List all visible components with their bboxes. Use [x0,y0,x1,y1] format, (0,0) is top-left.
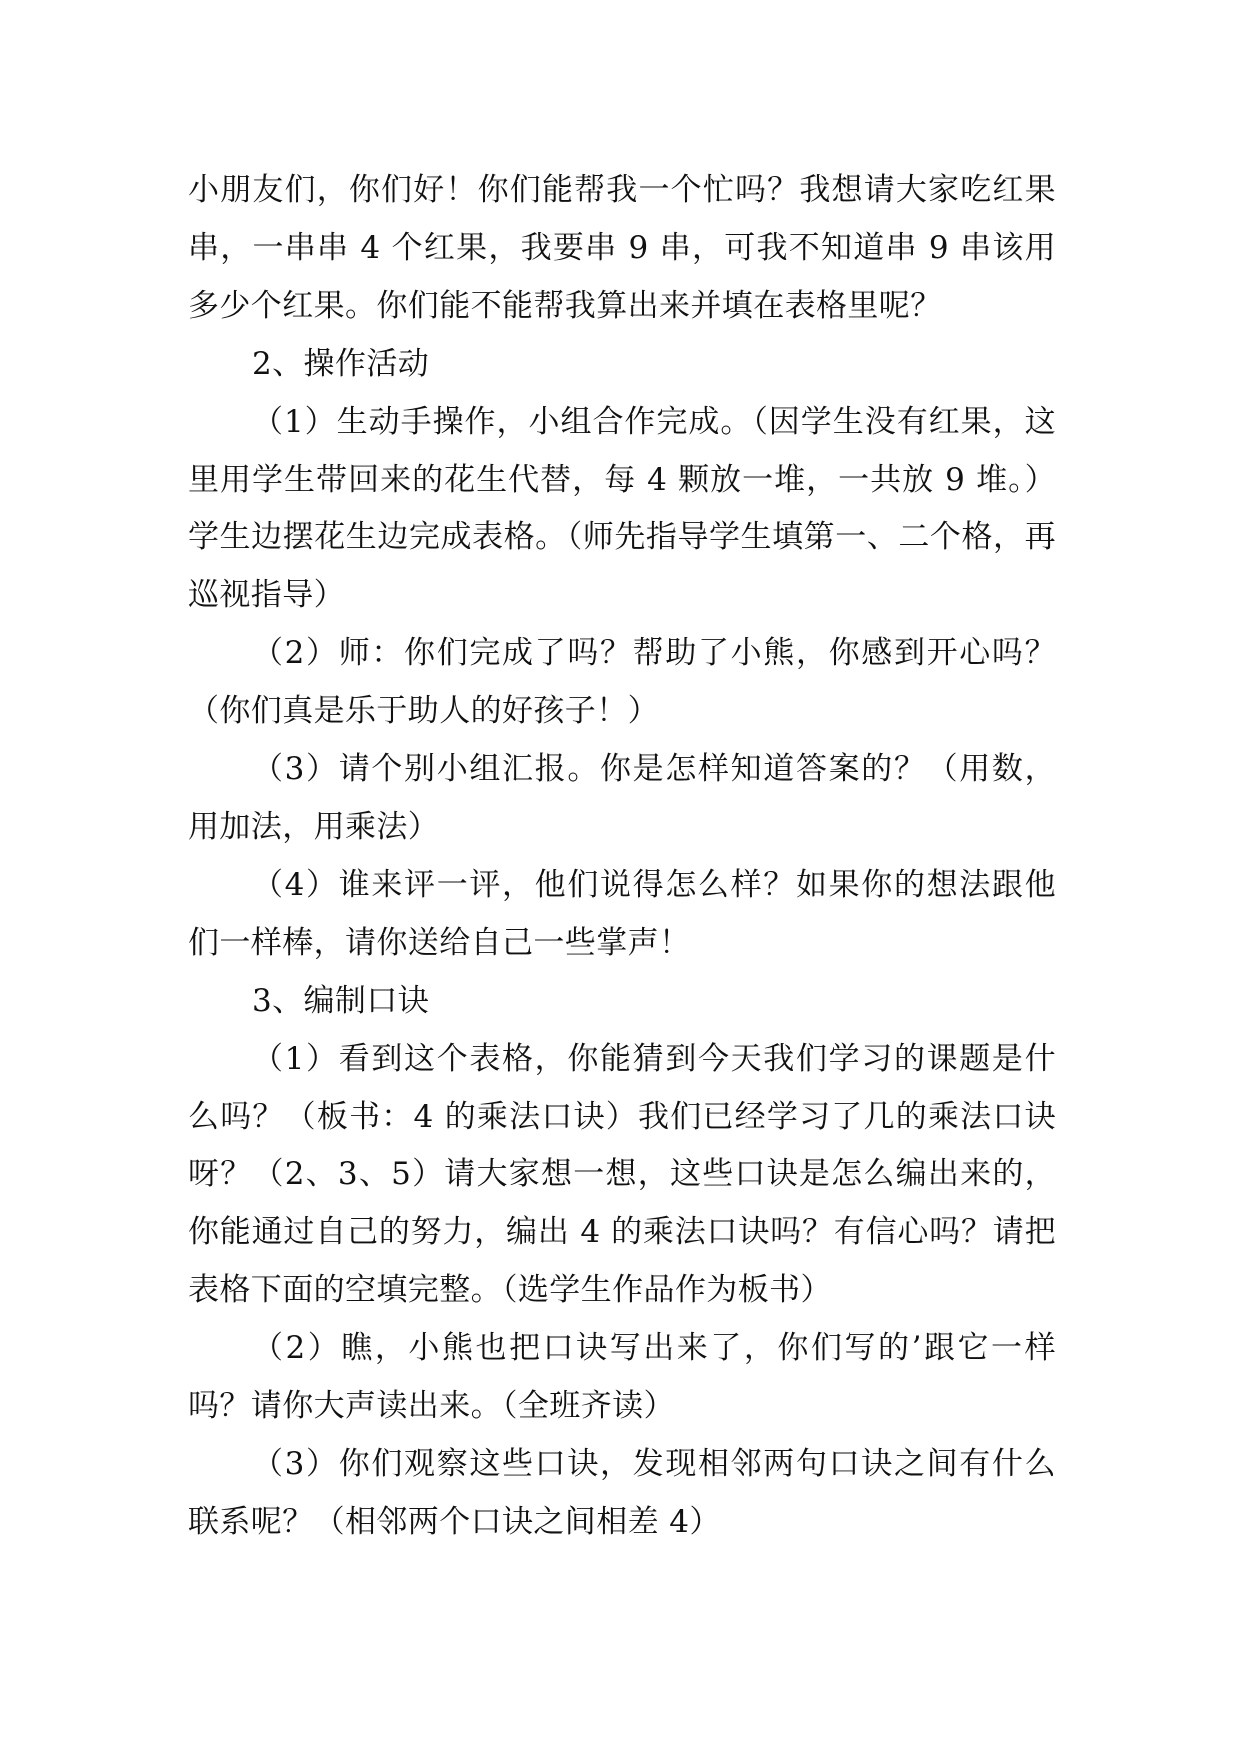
paragraph-step-4-evaluate: （4）谁来评一评，他们说得怎么样？如果你的想法跟他们一样棒，请你送给自己一些掌声！ [188,866,1056,961]
paragraph-rhyme-step-2: （2）瞧，小熊也把口诀写出来了，你们写的’跟它一样吗？请你大声读出来。（全班齐读） [188,1330,1056,1425]
document-body [188,162,1056,1552]
paragraph-step-1-hands-on: （1）生动手操作，小组合作完成。（因学生没有红果，这里用学生带回来的花生代替，每 4 颗放一堆，一共放 9 堆。）学生边摆花生边完成表格。（师先指导学生填第一、二个格，再巡视指导） [188,403,1056,614]
section-heading-compile-rhymes: 3、编制口诀 [252,982,430,1019]
paragraph-step-2-teacher: （2）师：你们完成了吗？帮助了小熊，你感到开心吗？（你们真是乐于助人的好孩子！） [188,635,1056,730]
paragraph-intro: 小朋友们，你们好！你们能帮我一个忙吗？我想请大家吃红果串，一串串 4 个红果，我要串 9 串，可我不知道串 9 串该用多少个红果。你们能不能帮我算出来并填在表格里呢？ [188,172,1056,324]
paragraph-rhyme-step-3: （3）你们观察这些口诀，发现相邻两句口诀之间有什么联系呢？（相邻两个口诀之间相差 4） [188,1445,1056,1540]
paragraph-step-3-report: （3）请个别小组汇报。你是怎样知道答案的？（用数，用加法，用乘法） [188,751,1056,845]
paragraph-rhyme-step-1: （1）看到这个表格，你能猜到今天我们学习的课题是什么吗？（板书：4 的乘法口诀）我们已经学习了几的乘法口诀呀？（2、3、5）请大家想一想，这些口诀是怎么编出来的，你能通过自己的努力，编出 4 的乘法口诀吗？有信心吗？请把表格下面的空填完整。（选学生作品作为板书） [188,1040,1056,1309]
section-heading-operation-activity: 2、操作活动 [252,345,430,382]
